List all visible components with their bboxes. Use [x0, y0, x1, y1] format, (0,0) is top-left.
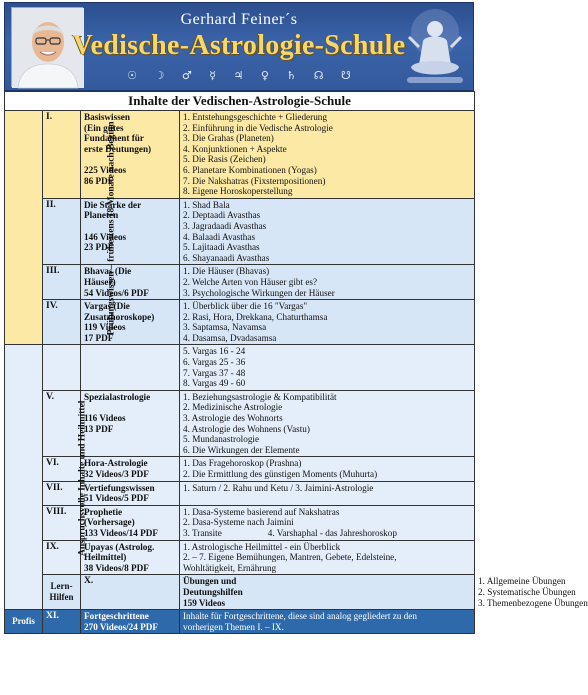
- topic-item: 6. Shayanaadi Avasthas: [183, 252, 270, 263]
- topic-item: 3. Transite 4. Varshaphal - das Jahreshoroskop: [183, 527, 397, 538]
- author-name: Gerhard Feiner´s: [180, 11, 298, 28]
- course-line: 38 Videos/8 PDF: [84, 562, 149, 573]
- topic-item: 7. Die Nakshatras (Fixsternpositionen): [183, 175, 326, 186]
- topics-cell: [180, 111, 475, 199]
- course-line: 32 Videos/3 PDF: [84, 469, 149, 479]
- course-line: 146 Videos: [84, 231, 127, 242]
- topic-item: 2. Deptaadi Avasthas: [183, 210, 261, 221]
- topic-item: 4. Konjunktionen + Aspekte: [183, 143, 287, 154]
- topic-item: 5. Vargas 16 - 24: [183, 346, 246, 357]
- topic-item: 5. Mundanastrologie: [183, 434, 260, 445]
- planet-symbols: ☉ ☽ ♂ ☿ ♃ ♀ ♄ ☊ ☋: [127, 69, 351, 82]
- topic-item: 4. Astrologie des Wohnens (Vastu): [183, 423, 310, 434]
- course-line: 116 Videos: [84, 413, 126, 424]
- topics-cell: [180, 265, 475, 300]
- course-cell: [81, 505, 180, 540]
- course-line: erste Deutungen): [84, 143, 152, 154]
- row-number: V.: [43, 390, 81, 457]
- row-number: [43, 345, 81, 390]
- topic-item: 7. Vargas 37 - 48: [183, 367, 246, 378]
- course-line: 225 Videos: [84, 164, 127, 175]
- course-line: (Ein gutes: [84, 122, 124, 133]
- course-cell: [81, 610, 180, 634]
- course-line: [84, 402, 176, 413]
- course-line: Zusatzhoroskope): [84, 311, 155, 322]
- topic-item: 5. Lajitaadi Avasthas: [183, 242, 260, 253]
- row-number: IV.: [43, 300, 81, 345]
- table-row-9: [5, 540, 475, 575]
- course-line: 133 Videos/14 PDF: [84, 527, 159, 538]
- topic-item: 3. Die Grahas (Planeten): [183, 133, 274, 144]
- section-learning-aids: Lern-Hilfen: [43, 575, 81, 610]
- course-cell: [81, 390, 180, 457]
- course-line: Deutungshilfen: [183, 586, 243, 597]
- table-row-3: [5, 265, 475, 300]
- topic-item: 1. Überblick über die 16 "Vargas": [183, 301, 308, 312]
- topic-item: vorherigen Themen I. – IX.: [183, 621, 284, 632]
- course-line: Heilmittel): [84, 552, 127, 563]
- topic-item: 3. Saptamsa, Navamsa: [183, 322, 267, 333]
- row-number: VI.: [43, 457, 81, 481]
- course-line: [84, 221, 176, 232]
- topics-cell: [180, 390, 475, 457]
- course-line: Upayas (Astrolog.: [84, 541, 155, 552]
- topic-item: 4. Dasamsa, Dvadasamsa: [183, 332, 277, 343]
- school-title: Vedische-Astrologie-Schule: [72, 30, 406, 61]
- course-line: [84, 154, 176, 165]
- topics-cell: [180, 198, 475, 265]
- course-line: 23 PDF: [84, 242, 114, 253]
- course-line: 119 Videos: [84, 322, 126, 333]
- row-number: I.: [43, 111, 81, 199]
- topic-item: 2. Rasi, Hora, Drekkana, Chaturthamsa: [183, 311, 328, 322]
- topic-item: 2. – 7. Eigene Bemühungen, Mantren, Gebete, Edelsteine,: [183, 552, 397, 563]
- course-cell: [180, 575, 475, 610]
- row-number: X.: [81, 575, 180, 610]
- table-row-8: [5, 505, 475, 540]
- topic-item: 1. Dasa-Systeme basierend auf Nakshatras: [183, 506, 340, 517]
- meditating-sage-icon: [403, 7, 467, 87]
- topic-item: 1. Saturn / 2. Rahu und Ketu / 3. Jaimini-Astrologie: [183, 482, 374, 493]
- topic-item: 3. Astrologie des Wohnorts: [183, 413, 283, 424]
- topic-item: 1. Die Häuser (Bhavas): [183, 266, 270, 277]
- topics-cell: [180, 610, 475, 634]
- row-number: XI.: [43, 610, 81, 634]
- topic-item: 1. Entstehungsgeschichte + Gliederung: [183, 112, 327, 122]
- row-number: VIII.: [43, 505, 81, 540]
- section-pros: Profis: [5, 610, 43, 634]
- topic-item: 4. Balaadi Avasthas: [183, 231, 256, 242]
- table-row-1: [5, 111, 475, 199]
- course-line: Prophetie: [84, 506, 123, 517]
- course-cell: [81, 481, 180, 505]
- course-line: 270 Videos/24 PDF: [84, 621, 159, 632]
- table-row-4: [5, 300, 475, 345]
- course-line: Vargas (Die: [84, 301, 130, 312]
- course-cell: [81, 111, 180, 199]
- course-cell: [81, 265, 180, 300]
- row-number: VII.: [43, 481, 81, 505]
- topic-item: 3. Jagradaadi Avasthas: [183, 220, 267, 231]
- topic-item: 1. Beziehungsastrologie & Kompatibilität: [183, 391, 337, 402]
- topic-item: 3. Psychologische Wirkungen der Häuser: [183, 287, 335, 298]
- topic-item: 2. Medizinische Astrologie: [183, 402, 283, 413]
- course-cell: [81, 540, 180, 575]
- row-number: III.: [43, 265, 81, 300]
- course-line: Fortgeschrittene: [84, 611, 149, 622]
- course-line: Vertiefungswissen: [84, 482, 155, 493]
- course-line: 86 PDF: [84, 175, 114, 186]
- topics-cell: [180, 481, 475, 505]
- topic-item: 1. Das Fragehoroskop (Prashna): [183, 458, 302, 469]
- table-title: Inhalte der Vedischen-Astrologie-Schule: [5, 92, 475, 111]
- course-line: (Vorhersage): [84, 517, 135, 528]
- topics-cell: [180, 457, 475, 481]
- table-row-7: [5, 481, 475, 505]
- table-row-6: [5, 457, 475, 481]
- course-line: Hora-Astrologie: [84, 458, 148, 469]
- topic-item: 2. Dasa-Systeme nach Jaimini: [183, 517, 294, 528]
- course-line: Spezialastrologie: [84, 391, 151, 402]
- topic-item: 6. Die Wirkungen der Elemente: [183, 444, 300, 455]
- course-cell: [81, 300, 180, 345]
- topic-item: 1. Astrologische Heilmittel - ein Überblick: [183, 541, 341, 552]
- topics-cell: [180, 345, 475, 390]
- section-exam-label: Prüfungswissen – frühestens 18 Monate nach Beginn: [106, 121, 117, 336]
- table-row-4-continued: [5, 345, 475, 390]
- course-cell: [81, 345, 180, 390]
- topic-item: Inhalte für Fortgeschrittene, diese sind analog gegliedert zu den: [183, 611, 417, 622]
- topic-item: 8. Eigene Horoskoperstellung: [183, 186, 293, 197]
- topic-item: 8. Vargas 49 - 60: [183, 378, 246, 389]
- course-line: 13 PDF: [84, 423, 114, 434]
- course-cell: [81, 457, 180, 481]
- course-line: Die Stärke der: [84, 199, 142, 210]
- row-number: II.: [43, 198, 81, 265]
- topics-cell: [180, 300, 475, 345]
- course-line: 51 Videos/5 PDF: [84, 493, 149, 504]
- topic-item: 6. Vargas 25 - 36: [183, 357, 246, 368]
- topics-cell: [180, 505, 475, 540]
- course-line: 159 Videos: [183, 597, 226, 608]
- section-advanced-label: Anspruchsvolle Inhalte und Heilmittel: [77, 400, 88, 556]
- course-line: Fundament für: [84, 133, 144, 144]
- topic-item: 6. Planetare Kombinationen (Yogas): [183, 164, 317, 175]
- topic-item: Wohltätigkeit, Ernährung: [183, 562, 277, 573]
- course-line: Basiswissen: [84, 112, 130, 122]
- table-row-11: [5, 610, 475, 634]
- course-line: Übungen und: [183, 576, 237, 587]
- table-row-10: Lern-Hilfen X. Übungen und Deutungshilfen 159 Videos 1. Allgemeine Übungen 2. Systematische Übungen 3. Themenbezogene Übungen: [5, 575, 475, 610]
- course-line: 17 PDF: [84, 332, 114, 343]
- topic-item: 2. Die Ermittlung des günstigen Moments (Muhurta): [183, 469, 378, 479]
- course-line: Häuser): [84, 276, 116, 287]
- table-row-5: [5, 390, 475, 457]
- topic-item: 2. Einführung in die Vedische Astrologie: [183, 122, 333, 133]
- table-row-2: [5, 198, 475, 265]
- course-line: Bhavas (Die: [84, 266, 132, 277]
- topic-item: 5. Die Rasis (Zeichen): [183, 154, 266, 165]
- course-cell: [81, 198, 180, 265]
- course-line: 54 Videos/6 PDF: [84, 287, 149, 298]
- topic-item: 2. Welche Arten von Häuser gibt es?: [183, 276, 318, 287]
- topic-item: 1. Shad Bala: [183, 199, 230, 210]
- header-banner: [4, 2, 474, 91]
- topics-cell: [180, 540, 475, 575]
- content-table: [4, 91, 588, 634]
- row-number: IX.: [43, 540, 81, 575]
- course-line: Planeten: [84, 210, 119, 221]
